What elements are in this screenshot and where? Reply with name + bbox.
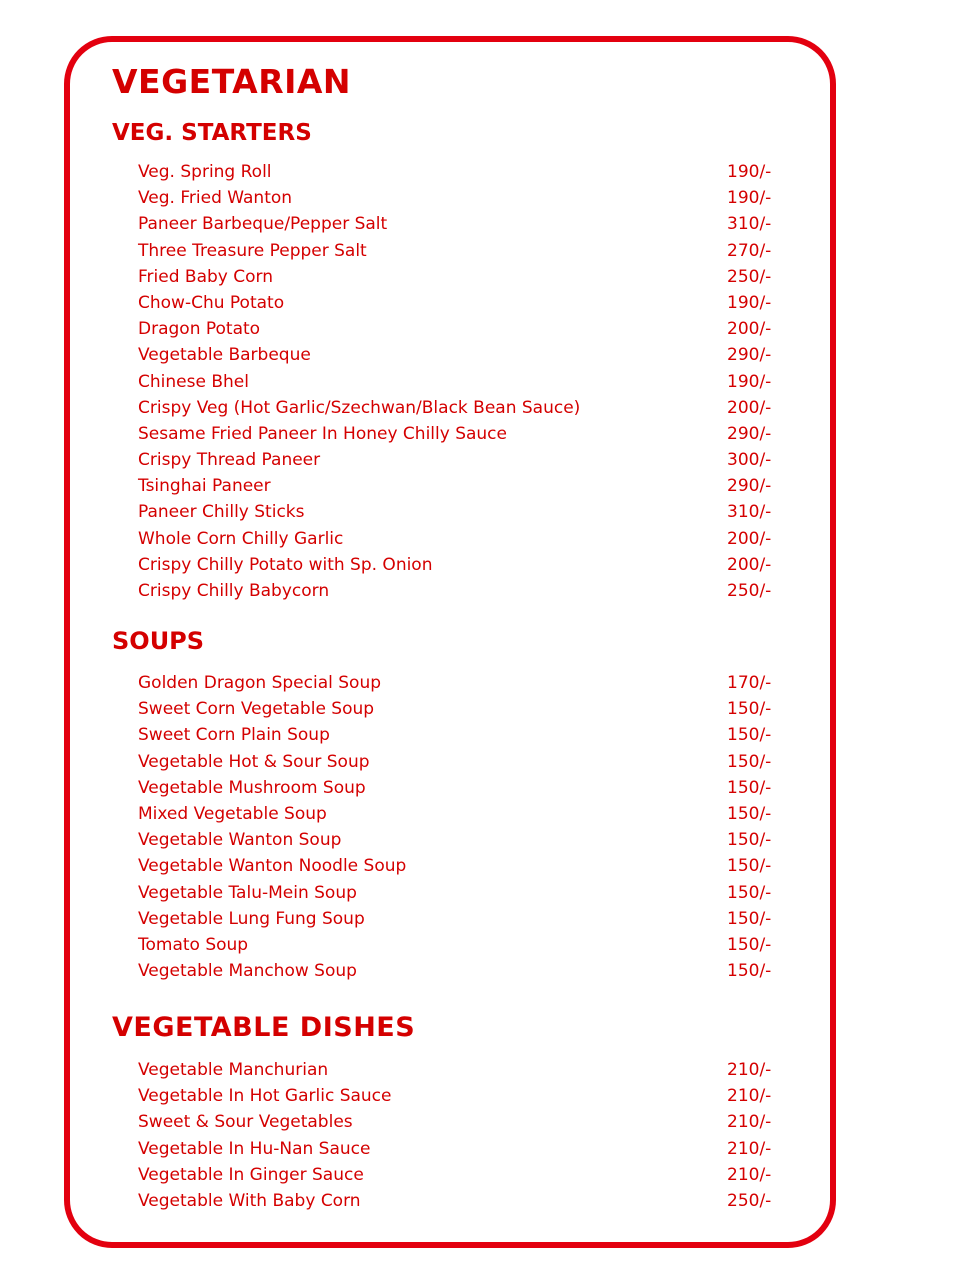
menu-item [112, 1109, 792, 1135]
menu-item-price: 150/- [727, 777, 772, 798]
menu-item-price: 290/- [727, 423, 772, 444]
menu-item [112, 369, 792, 395]
menu-item-price: 310/- [727, 214, 772, 235]
menu-item [112, 264, 792, 290]
menu-item [112, 670, 792, 696]
menu-item-price: 200/- [727, 554, 772, 575]
menu-item-price: 250/- [727, 1190, 772, 1211]
menu-item-price: 170/- [727, 673, 772, 693]
menu-item [112, 238, 792, 264]
menu-item [112, 499, 792, 525]
menu-item [112, 159, 792, 185]
menu-item-name: Sweet Corn Plain Soup [138, 725, 330, 746]
menu-item-price: 150/- [727, 751, 772, 772]
menu-item-price: 210/- [727, 1164, 772, 1185]
menu-item-name: Fried Baby Corn [138, 266, 273, 287]
menu-item [112, 342, 792, 368]
menu-item-name: Chow-Chu Potato [138, 292, 285, 313]
menu-item [112, 211, 792, 237]
menu-item-name: Vegetable Manchurian [138, 1060, 329, 1080]
menu-item-name: Sweet & Sour Vegetables [138, 1112, 353, 1133]
menu-item-name: Vegetable Wanton Soup [138, 830, 342, 851]
menu-item-name: Tsinghai Paneer [138, 476, 271, 497]
menu-item-list [112, 670, 792, 984]
menu-item-name: Golden Dragon Special Soup [138, 673, 382, 693]
section-title: VEGETABLE DISHES [112, 1012, 416, 1043]
menu-item [112, 853, 792, 879]
menu-item-name: Vegetable Hot & Sour Soup [138, 751, 370, 772]
menu-item-name: Sesame Fried Paneer In Honey Chilly Sauce [138, 423, 507, 444]
menu-item-list [112, 1057, 792, 1214]
section-vegetable-dishes [112, 1014, 792, 1214]
menu-item [112, 1162, 792, 1188]
menu-item-name: Crispy Chilly Potato with Sp. Onion [138, 554, 433, 575]
menu-item-name: Vegetable In Hot Garlic Sauce [138, 1086, 392, 1107]
menu-item-name: Crispy Chilly Babycorn [138, 581, 330, 601]
menu-item-price: 210/- [727, 1060, 772, 1080]
menu-item-name: Whole Corn Chilly Garlic [138, 528, 344, 549]
menu-item [112, 1057, 792, 1083]
menu-item-name: Chinese Bhel [138, 371, 249, 392]
menu-item-price: 290/- [727, 345, 772, 366]
menu-item-name: Three Treasure Pepper Salt [138, 240, 367, 261]
menu-item [112, 1083, 792, 1109]
menu-item-price: 210/- [727, 1086, 772, 1107]
menu-item-price: 190/- [727, 292, 772, 313]
menu-item [112, 316, 792, 342]
menu-item-price: 150/- [727, 934, 772, 955]
menu-item [112, 775, 792, 801]
menu-item [112, 722, 792, 748]
menu-item-price: 190/- [727, 371, 772, 392]
menu-item [112, 421, 792, 447]
menu-item [112, 749, 792, 775]
menu-item-price: 150/- [727, 803, 772, 824]
section-title: VEG. STARTERS [112, 120, 312, 146]
menu-item-name: Crispy Thread Paneer [138, 450, 321, 471]
menu-item-name: Vegetable With Baby Corn [138, 1190, 361, 1211]
menu-item-name: Vegetable Manchow Soup [138, 961, 357, 982]
menu-item [112, 395, 792, 421]
menu-item [112, 526, 792, 552]
menu-item-name: Vegetable Mushroom Soup [138, 777, 366, 798]
menu-item [112, 827, 792, 853]
menu-item [112, 578, 792, 604]
menu-item-price: 200/- [727, 528, 772, 549]
menu-item-price: 290/- [727, 476, 772, 497]
menu-item [112, 801, 792, 827]
menu-item-list [112, 159, 792, 604]
menu-item-price: 150/- [727, 961, 772, 982]
menu-item-price: 150/- [727, 882, 772, 903]
menu-item-price: 190/- [727, 188, 772, 209]
menu-item-price: 200/- [727, 319, 772, 340]
menu-item-price: 150/- [727, 830, 772, 851]
menu-item-name: Vegetable Barbeque [138, 345, 311, 366]
menu-item-price: 190/- [727, 162, 772, 182]
menu-item-name: Crispy Veg (Hot Garlic/Szechwan/Black Bean Sauce) [138, 397, 581, 418]
section-veg-starters [112, 122, 792, 604]
menu-item-price: 250/- [727, 581, 772, 601]
menu-item [112, 958, 792, 984]
menu-item-price: 150/- [727, 699, 772, 720]
section-soups [112, 629, 792, 984]
menu-item-name: Veg. Fried Wanton [138, 188, 293, 209]
page-title: VEGETARIAN [112, 62, 352, 101]
menu-item-name: Mixed Vegetable Soup [138, 803, 327, 824]
menu-item [112, 696, 792, 722]
menu-item-price: 210/- [727, 1112, 772, 1133]
menu-item-name: Tomato Soup [138, 934, 249, 955]
menu-item-price: 270/- [727, 240, 772, 261]
menu-item [112, 880, 792, 906]
menu-item-price: 150/- [727, 856, 772, 877]
menu-item-name: Paneer Barbeque/Pepper Salt [138, 214, 388, 235]
menu-item-price: 250/- [727, 266, 772, 287]
menu-item [112, 906, 792, 932]
menu-item [112, 1136, 792, 1162]
menu-item-name: Dragon Potato [138, 319, 261, 340]
menu-item-price: 200/- [727, 397, 772, 418]
menu-item-price: 210/- [727, 1138, 772, 1159]
menu-item [112, 1188, 792, 1214]
menu-item-name: Vegetable Wanton Noodle Soup [138, 856, 407, 877]
menu-item-name: Veg. Spring Roll [138, 162, 272, 182]
menu-item-price: 150/- [727, 725, 772, 746]
menu-item [112, 290, 792, 316]
menu-item-price: 300/- [727, 450, 772, 471]
menu-item [112, 552, 792, 578]
menu-item-name: Vegetable In Ginger Sauce [138, 1164, 364, 1185]
section-title: SOUPS [112, 627, 205, 655]
menu-item-name: Paneer Chilly Sticks [138, 502, 305, 523]
menu-item-name: Vegetable Lung Fung Soup [138, 908, 365, 929]
menu-item-name: Vegetable Talu-Mein Soup [138, 882, 357, 903]
menu-item [112, 932, 792, 958]
menu-item [112, 473, 792, 499]
menu-item [112, 447, 792, 473]
menu-item-price: 150/- [727, 908, 772, 929]
menu-item-name: Sweet Corn Vegetable Soup [138, 699, 375, 720]
menu-item-price: 310/- [727, 502, 772, 523]
menu-item [112, 185, 792, 211]
menu-item-name: Vegetable In Hu-Nan Sauce [138, 1138, 371, 1159]
